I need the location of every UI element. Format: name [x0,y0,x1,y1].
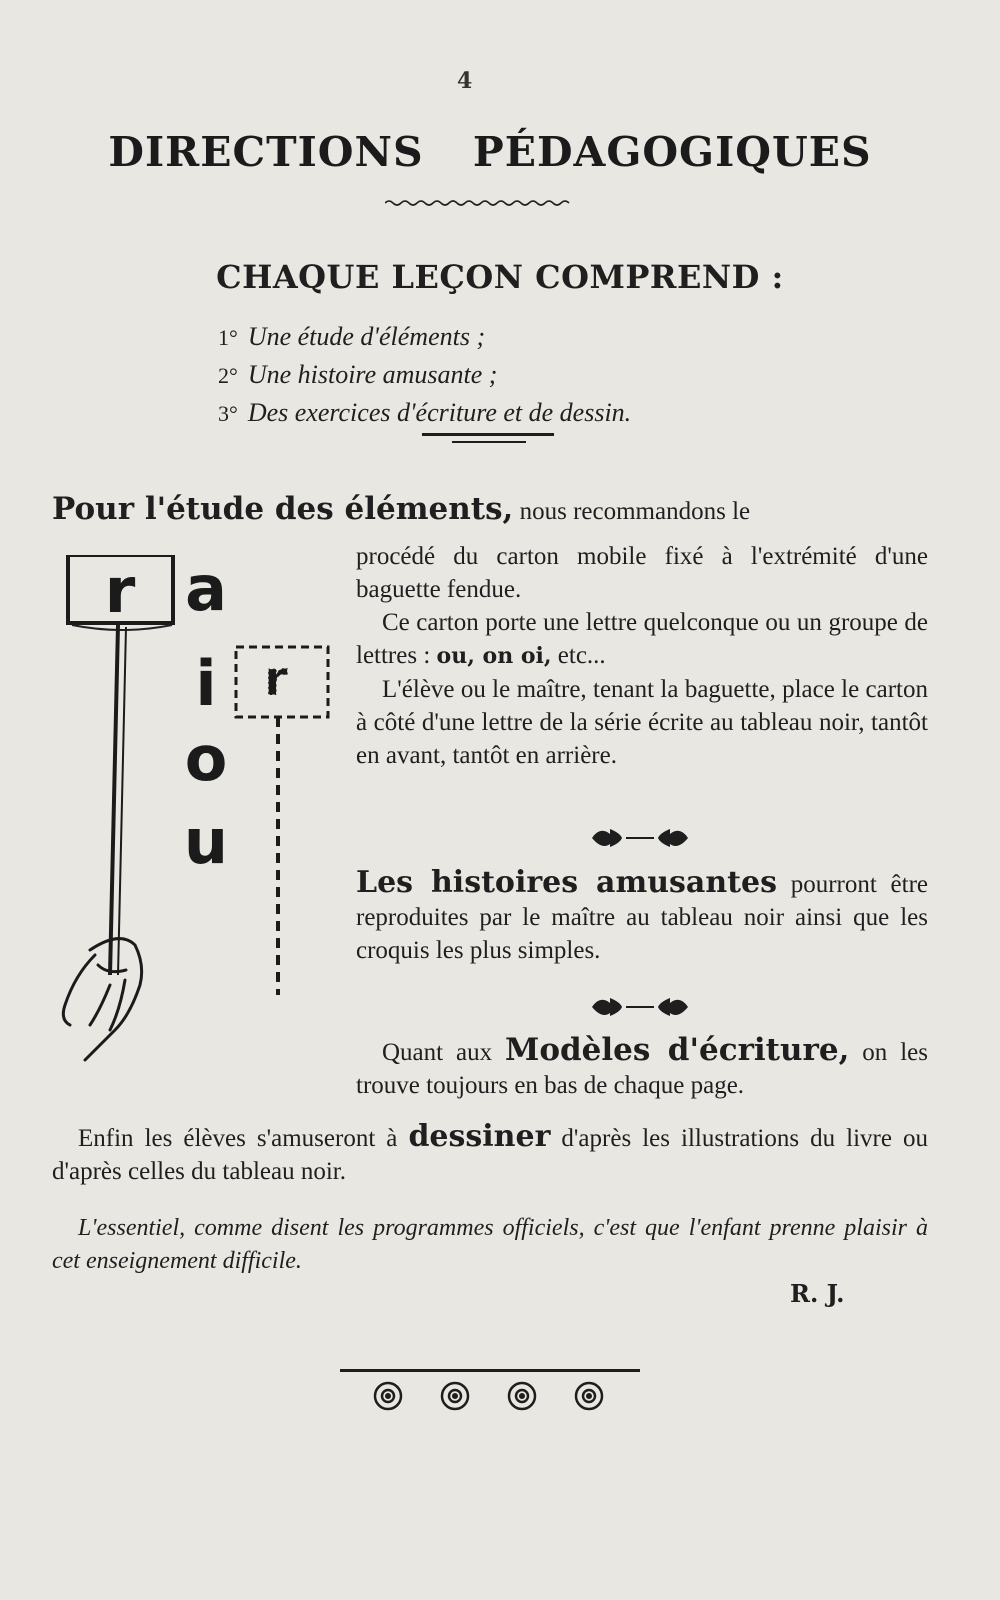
closing-paragraph: L'essentiel, comme disent les programmes officiels, c'est que l'enfant prenne plaisir à cet enseignement difficile. [52,1215,928,1274]
list-item: 1° Une étude d'éléments ; [218,322,486,351]
elements-paragraph [356,540,928,772]
ornament-divider [588,992,692,1022]
elements-heading-line: Pour l'étude des éléments, nous recommandons le [52,491,751,527]
drawing-paragraph: Enfin les élèves s'amuseront à dessiner d'après les illustrations du livre ou d'après celles du tableau noir. [52,1119,929,1185]
list-item: 2° Une histoire amusante ; [218,360,498,389]
series-letter: i [195,647,217,720]
list-item: 3° Des exercices d'écriture et de dessin. [218,398,632,427]
models-paragraph: Quant aux Modèles d'écriture, on les trouve toujours en bas de chaque page. [356,1032,928,1099]
series-letter: a [185,555,227,625]
series-letter: o [184,722,228,795]
drawing-heading: dessiner [408,1119,551,1154]
series-letter: u [183,805,229,878]
ornament-divider [588,823,692,853]
elements-text-1: procédé du carton mobile fixé à l'extrémité d'une baguette fendue. [356,543,928,603]
double-rule-bottom [452,441,526,443]
elements-text-3: L'élève ou le maître, tenant la baguette, place le carton à côté d'une lettre de la série écrite au tableau noir, tantôt en avant, tantôt en arrière. [356,676,928,769]
stories-heading: Les histoires amusantes [356,865,777,900]
page-mark: 4 [457,68,473,94]
wavy-divider [385,198,575,208]
elements-heading: Pour l'étude des éléments, [52,491,514,527]
section-subtitle: CHAQUE LEÇON COMPREND : [216,258,784,296]
stick [110,625,118,975]
rosette-ornaments [370,1378,610,1414]
stories-paragraph: Les histoires amusantes pourront être reproduites par le maître au tableau noir ainsi que les croquis les plus simples. [356,865,928,964]
lesson-parts-list [218,318,631,432]
bottom-rule [340,1369,640,1372]
page-title: DIRECTIONS PÉDAGOGIQUES [108,128,872,176]
signature: R. J. [790,1279,845,1308]
dashed-card-letter: r [264,651,288,707]
elements-text-2: Ce carton porte une lettre quelconque ou un groupe de lettres : ou, on oi, etc... [356,609,928,669]
hand [63,939,141,1060]
models-heading: Modèles d'écriture, [505,1032,850,1068]
double-rule-top [422,433,554,436]
card-letter: r [104,555,136,627]
stick-card-illustration [50,555,350,1085]
